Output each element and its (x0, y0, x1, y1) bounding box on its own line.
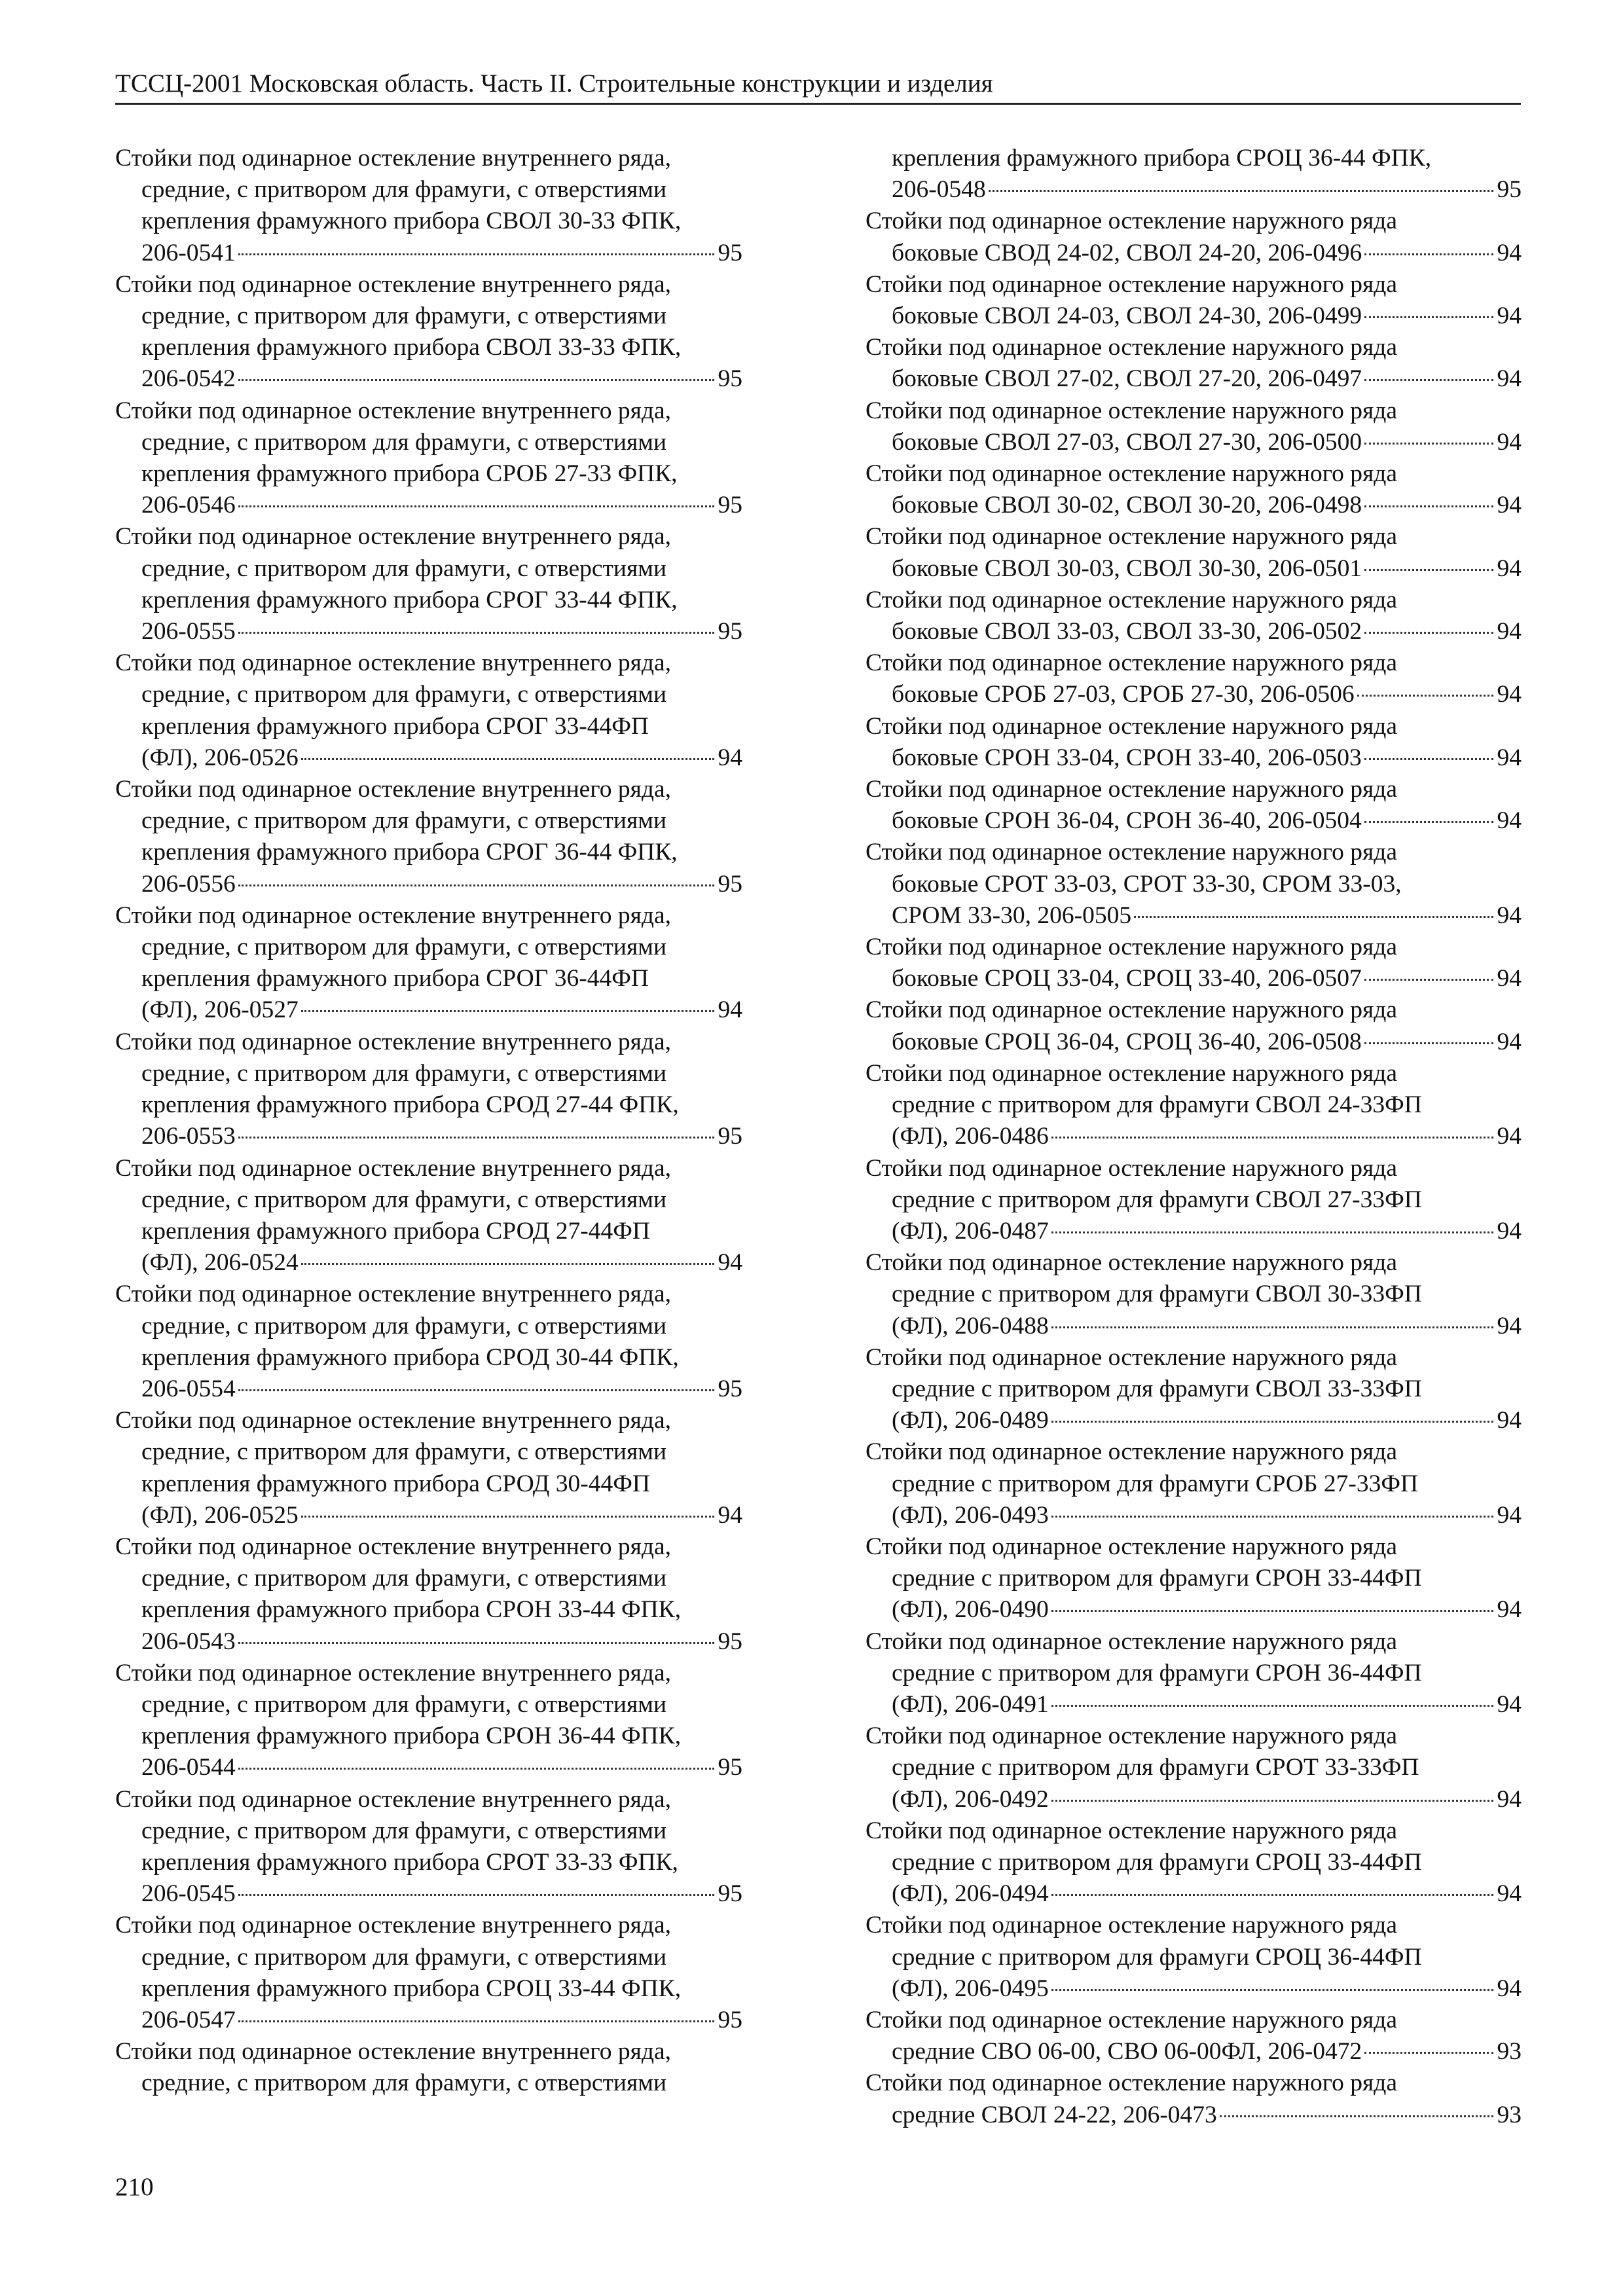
dot-leader (1364, 2052, 1493, 2054)
entry-leader-line (115, 238, 742, 269)
entry-leader-line (115, 2005, 742, 2036)
entry-leader-line (866, 427, 1522, 458)
entry-line: крепления фрамужного прибора СРОТ 33-33 ФПК, (141, 1848, 678, 1876)
index-entry (866, 2005, 1522, 2068)
entry-line: Стойки под одинарное остекление наружного ряда (866, 839, 1397, 866)
entry-leader-line (115, 994, 742, 1026)
entry-page-ref: 94 (718, 1249, 742, 1277)
entry-line: крепления фрамужного прибора СРОН 33-44 ФПК, (141, 1596, 682, 1624)
entry-leader-line (115, 1247, 742, 1279)
entry-code: (ФЛ), 206-0526 (141, 744, 299, 771)
dot-leader (1364, 758, 1493, 760)
dot-leader (1051, 1705, 1493, 1707)
entry-leader-line (115, 869, 742, 900)
entry-leader-line (115, 490, 742, 521)
dot-leader (238, 505, 714, 507)
running-header (115, 68, 1521, 105)
dot-leader (1051, 1326, 1493, 1328)
entry-leader-line (866, 963, 1522, 994)
entry-code: (ФЛ), 206-0489 (892, 1407, 1049, 1434)
entry-line: Стойки под одинарное остекление внутреннего ряда, (115, 397, 671, 424)
entry-line: средние, с притвором для фрамуги, с отверстиями (141, 1059, 667, 1087)
index-entry (866, 1247, 1522, 1342)
entry-line: средние с притвором для фрамуги СРОТ 33-33ФП (892, 1754, 1419, 1781)
entry-code: 206-0542 (141, 365, 236, 393)
dot-leader (1364, 632, 1493, 634)
entry-line: Стойки под одинарное остекление внутреннего ряда, (115, 523, 671, 551)
dot-leader (1051, 1516, 1493, 1518)
entry-line: Стойки под одинарное остекление наружного ряда (866, 1817, 1397, 1844)
entry-code: боковые СРОН 36-04, СРОН 36-40, 206-0504 (892, 807, 1362, 835)
entry-code: 206-0545 (141, 1880, 236, 1908)
dot-leader (238, 1389, 714, 1391)
entry-leader-line (866, 2100, 1522, 2131)
entry-code: 206-0544 (141, 1754, 236, 1781)
entry-page-ref: 94 (718, 1501, 742, 1529)
dot-leader (301, 1010, 714, 1012)
entry-page-ref: 94 (1497, 365, 1522, 393)
entry-line: Стойки под одинарное остекление внутреннего ряда, (115, 2038, 671, 2066)
entry-code: средние СВОЛ 24-22, 206-0473 (892, 2101, 1217, 2128)
entry-code: (ФЛ), 206-0524 (141, 1249, 299, 1277)
entry-line: Стойки под одинарное остекление наружного ряда (866, 2069, 1397, 2097)
entry-page-ref: 94 (1497, 1785, 1522, 1813)
index-entry (866, 1058, 1522, 1153)
index-entry (866, 1910, 1522, 2005)
dot-leader (1051, 1421, 1493, 1423)
entry-page-ref: 94 (1497, 681, 1522, 708)
entry-leader-line (115, 1752, 742, 1783)
entry-line: средние с притвором для фрамуги СРОБ 27-33ФП (892, 1470, 1419, 1497)
entry-page-ref: 95 (718, 1880, 742, 1908)
dot-leader (1051, 1137, 1493, 1139)
entry-line: средние, с притвором для фрамуги, с отверстиями (141, 1186, 667, 1213)
index-entry (866, 837, 1522, 932)
entry-page-ref: 95 (718, 239, 742, 266)
entry-line: средние, с притвором для фрамуги, с отверстиями (141, 1690, 667, 1718)
entry-page-ref: 94 (1497, 1123, 1522, 1150)
entry-line: средние, с притвором для фрамуги, с отверстиями (141, 428, 667, 456)
entry-code: 206-0555 (141, 618, 236, 646)
entry-page-ref: 94 (1497, 807, 1522, 835)
entry-line: крепления фрамужного прибора СРОН 36-44 ФПК, (141, 1722, 682, 1750)
dot-leader (1364, 316, 1493, 318)
index-entry (866, 774, 1522, 837)
entry-line: Стойки под одинарное остекление наружного ряда (866, 649, 1397, 677)
dot-leader (238, 1894, 714, 1896)
entry-code: боковые СРОЦ 33-04, СРОЦ 33-40, 206-0507 (892, 965, 1362, 993)
entry-line: Стойки под одинарное остекление наружного ряда (866, 996, 1397, 1024)
entry-code: боковые СРОБ 27-03, СРОБ 27-30, 206-0506 (892, 681, 1355, 708)
entry-line: крепления фрамужного прибора СРОЦ 33-44 ФПК, (141, 1975, 682, 2002)
index-entry (115, 774, 742, 900)
index-entry (866, 143, 1522, 206)
index-entry (115, 269, 742, 395)
index-entry (866, 1531, 1522, 1626)
entry-code: 206-0547 (141, 2006, 236, 2033)
entry-code: боковые СВОЛ 27-03, СВОЛ 27-30, 206-0500 (892, 428, 1362, 456)
entry-page-ref: 95 (718, 1123, 742, 1150)
entry-leader-line (866, 363, 1522, 395)
entry-line: Стойки под одинарное остекление наружного ряда (866, 776, 1397, 803)
index-entry (866, 521, 1522, 584)
dot-leader (1364, 821, 1493, 823)
index-entry (866, 458, 1522, 521)
dot-leader (1051, 1894, 1493, 1896)
index-entry (866, 1342, 1522, 1437)
dot-leader (1051, 1800, 1493, 1802)
entry-line: Стойки под одинарное остекление внутреннего ряда, (115, 1281, 671, 1308)
index-entry (866, 1721, 1522, 1815)
entry-line: средние с притвором для фрамуги СРОН 33-44ФП (892, 1565, 1422, 1592)
dot-leader (238, 632, 714, 634)
entry-line: средние, с притвором для фрамуги, с отверстиями (141, 1817, 667, 1844)
index-entry (866, 269, 1522, 332)
entry-line: средние с притвором для фрамуги СВОЛ 24-33ФП (892, 1091, 1422, 1119)
dot-leader (301, 758, 714, 760)
entry-code: СРОМ 33-30, 206-0505 (892, 902, 1132, 929)
entry-line: средние, с притвором для фрамуги, с отверстиями (141, 681, 667, 708)
dot-leader (238, 2020, 714, 2022)
entry-leader-line (866, 616, 1522, 647)
index-entry (866, 711, 1522, 774)
index-entry (866, 647, 1522, 710)
entry-page-ref: 95 (718, 618, 742, 646)
entry-page-ref: 94 (1497, 1596, 1522, 1624)
dot-leader (1364, 505, 1493, 507)
entry-page-ref: 94 (1497, 744, 1522, 771)
entry-line: средние, с притвором для фрамуги, с отверстиями (141, 2069, 667, 2097)
entry-leader-line (866, 742, 1522, 774)
entry-leader-line (866, 238, 1522, 269)
entry-leader-line (866, 1311, 1522, 1342)
entry-line: средние, с притвором для фрамуги, с отверстиями (141, 302, 667, 330)
entry-page-ref: 94 (1497, 555, 1522, 582)
entry-line: средние с притвором для фрамуги СРОЦ 33-44ФП (892, 1848, 1422, 1876)
entry-line: Стойки под одинарное остекление наружного ряда (866, 460, 1397, 488)
entry-code: боковые СВОЛ 33-03, СВОЛ 33-30, 206-0502 (892, 618, 1362, 646)
entry-leader-line (866, 900, 1522, 932)
entry-leader-line (866, 1121, 1522, 1152)
entry-leader-line (866, 1500, 1522, 1531)
index-entry (115, 1910, 742, 2036)
entry-line: средние с притвором для фрамуги СВОЛ 27-33ФП (892, 1186, 1422, 1213)
entry-page-ref: 94 (1497, 428, 1522, 456)
entry-page-ref: 94 (1497, 1880, 1522, 1908)
entry-line: Стойки под одинарное остекление наружного ряда (866, 1628, 1397, 1655)
entry-leader-line (115, 1626, 742, 1658)
entry-line: Стойки под одинарное остекление внутреннего ряда, (115, 649, 671, 677)
entry-line: Стойки под одинарное остекление внутреннего ряда, (115, 902, 671, 929)
entry-code: (ФЛ), 206-0525 (141, 1501, 299, 1529)
entry-line: средние с притвором для фрамуги СРОЦ 36-44ФП (892, 1943, 1422, 1971)
index-entry (866, 585, 1522, 647)
entry-line: Стойки под одинарное остекление внутреннего ряда, (115, 1407, 671, 1434)
index-entry (115, 1405, 742, 1531)
entry-leader-line (866, 2036, 1522, 2068)
dot-leader (238, 1642, 714, 1644)
entry-line: средние, с притвором для фрамуги, с отверстиями (141, 1565, 667, 1592)
entry-line: Стойки под одинарное остекление внутреннего ряда, (115, 270, 671, 298)
index-entry (115, 143, 742, 269)
entry-line: Стойки под одинарное остекление внутреннего ряда, (115, 1533, 671, 1560)
entry-line: Стойки под одинарное остекление внутреннего ряда, (115, 1659, 671, 1686)
index-entry (115, 1279, 742, 1405)
entry-line: Стойки под одинарное остекление наружного ряда (866, 1249, 1397, 1277)
index-entry (866, 206, 1522, 268)
entry-code: боковые СВОЛ 30-02, СВОЛ 30-20, 206-0498 (892, 492, 1362, 519)
entry-leader-line (115, 1374, 742, 1405)
entry-page-ref: 94 (718, 996, 742, 1024)
index-entry (866, 1626, 1522, 1721)
index-entry (115, 1153, 742, 1279)
entry-page-ref: 94 (1497, 1028, 1522, 1055)
entry-page-ref: 95 (718, 1754, 742, 1781)
dot-leader (1364, 379, 1493, 381)
dot-leader (1051, 1231, 1493, 1233)
entry-line: Стойки под одинарное остекление внутреннего ряда, (115, 1154, 671, 1182)
entry-page-ref: 95 (718, 1375, 742, 1402)
entry-line: Стойки под одинарное остекление внутреннего ряда, (115, 776, 671, 803)
entry-code: (ФЛ), 206-0490 (892, 1596, 1049, 1624)
entry-code: средние СВО 06-00, СВО 06-00ФЛ, 206-0472 (892, 2038, 1362, 2066)
index-entry (115, 1784, 742, 1910)
entry-line: Стойки под одинарное остекление наружного ряда (866, 208, 1397, 235)
index-entry (866, 1436, 1522, 1531)
index-entry (866, 932, 1522, 994)
entry-code: 206-0546 (141, 492, 236, 519)
dot-leader (1364, 569, 1493, 571)
entry-page-ref: 95 (718, 870, 742, 898)
index-column-left (115, 143, 742, 2100)
entry-page-ref: 94 (1497, 302, 1522, 330)
entry-leader-line (115, 363, 742, 395)
entry-line: Стойки под одинарное остекление наружного ряда (866, 270, 1397, 298)
entry-page-ref: 94 (718, 744, 742, 771)
entry-line: Стойки под одинарное остекление наружного ряда (866, 1438, 1397, 1466)
entry-code: боковые СРОЦ 36-04, СРОЦ 36-40, 206-0508 (892, 1028, 1362, 1055)
entry-line: крепления фрамужного прибора СВОЛ 30-33 ФПК, (141, 208, 682, 235)
entry-code: 206-0554 (141, 1375, 236, 1402)
entry-page-ref: 94 (1497, 965, 1522, 993)
index-entry (866, 332, 1522, 395)
dot-leader (238, 379, 714, 381)
index-entry (866, 1815, 1522, 1910)
entry-leader-line (115, 616, 742, 647)
entry-page-ref: 94 (1497, 1690, 1522, 1718)
entry-leader-line (866, 1973, 1522, 2005)
entry-leader-line (115, 1878, 742, 1910)
entry-code: боковые СВОД 24-02, СВОЛ 24-20, 206-0496 (892, 239, 1362, 266)
entry-code: боковые СВОЛ 30-03, СВОЛ 30-30, 206-0501 (892, 555, 1362, 582)
entry-line: Стойки под одинарное остекление наружного ряда (866, 934, 1397, 961)
entry-code: 206-0543 (141, 1628, 236, 1655)
entry-line: Стойки под одинарное остекление наружного ряда (866, 1912, 1397, 1939)
entry-line: Стойки под одинарное остекление наружного ряда (866, 334, 1397, 361)
entry-page-ref: 94 (1497, 1312, 1522, 1339)
entry-line: Стойки под одинарное остекление наружного ряда (866, 1059, 1397, 1087)
entry-line: крепления фрамужного прибора СВОЛ 33-33 ФПК, (141, 334, 682, 361)
entry-leader-line (866, 490, 1522, 521)
dot-leader (1357, 695, 1493, 697)
page-number: 210 (115, 2173, 154, 2201)
index-entry (866, 2068, 1522, 2130)
entry-page-ref: 94 (1497, 492, 1522, 519)
index-entry (115, 1027, 742, 1153)
entry-line: Стойки под одинарное остекление наружного ряда (866, 1533, 1397, 1560)
entry-code: боковые СВОЛ 24-03, СВОЛ 24-30, 206-0499 (892, 302, 1362, 330)
entry-page-ref: 94 (1497, 1501, 1522, 1529)
index-column-right (866, 143, 1522, 2131)
entry-code: боковые СВОЛ 27-02, СВОЛ 27-20, 206-0497 (892, 365, 1362, 393)
entry-line: Стойки под одинарное остекление внутреннего ряда, (115, 1912, 671, 1939)
index-entry (115, 395, 742, 522)
entry-code: боковые СРОН 33-04, СРОН 33-40, 206-0503 (892, 744, 1362, 771)
dot-leader (989, 190, 1493, 192)
entry-leader-line (866, 1405, 1522, 1436)
entry-line: Стойки под одинарное остекление внутреннего ряда, (115, 1785, 671, 1813)
dot-leader (1134, 916, 1493, 918)
entry-code: (ФЛ), 206-0495 (892, 1975, 1049, 2002)
dot-leader (1364, 1042, 1493, 1044)
entry-page-ref: 95 (718, 1628, 742, 1655)
entry-line: Стойки под одинарное остекление наружного ряда (866, 1722, 1397, 1750)
dot-leader (1220, 2115, 1493, 2117)
entry-line: крепления фрамужного прибора СРОГ 33-44 ФПК, (141, 586, 678, 613)
index-entry (115, 521, 742, 647)
entry-line: средние, с притвором для фрамуги, с отверстиями (141, 1438, 667, 1466)
entry-leader-line (866, 1594, 1522, 1626)
entry-page-ref: 94 (1497, 1407, 1522, 1434)
header-title: ТССЦ-2001 Московская область. Часть II. Строительные конструкции и изделия (115, 69, 993, 98)
dot-leader (1051, 1610, 1493, 1612)
entry-leader-line (866, 301, 1522, 332)
dot-leader (1364, 979, 1493, 981)
entry-line: средние, с притвором для фрамуги, с отверстиями (141, 1312, 667, 1339)
entry-leader-line (866, 1027, 1522, 1058)
entry-leader-line (866, 1689, 1522, 1721)
entry-code: (ФЛ), 206-0493 (892, 1501, 1049, 1529)
entry-line: средние, с притвором для фрамуги, с отверстиями (141, 176, 667, 204)
entry-code: (ФЛ), 206-0527 (141, 996, 299, 1024)
entry-code: 206-0556 (141, 870, 236, 898)
entry-code: 206-0553 (141, 1123, 236, 1150)
entry-line: Стойки под одинарное остекление наружного ряда (866, 1154, 1397, 1182)
index-entry (115, 2036, 742, 2099)
entry-page-ref: 94 (1497, 618, 1522, 646)
entry-line: крепления фрамужного прибора СРОГ 33-44ФП (141, 712, 649, 740)
dot-leader (238, 253, 714, 255)
entry-line: средние, с притвором для фрамуги, с отверстиями (141, 934, 667, 961)
entry-code: (ФЛ), 206-0487 (892, 1217, 1049, 1245)
dot-leader (238, 884, 714, 886)
entry-line: крепления фрамужного прибора СРОД 27-44 ФПК, (141, 1091, 679, 1119)
entry-line: крепления фрамужного прибора СРОД 30-44 ФПК, (141, 1343, 679, 1371)
entry-line: Стойки под одинарное остекление внутреннего ряда, (115, 1028, 671, 1055)
entry-code: (ФЛ), 206-0488 (892, 1312, 1049, 1339)
dot-leader (1364, 443, 1493, 445)
entry-line: крепления фрамужного прибора СРОЦ 36-44 ФПК, (892, 145, 1432, 172)
entry-line: Стойки под одинарное остекление внутреннего ряда, (115, 145, 671, 172)
entry-code: (ФЛ), 206-0492 (892, 1785, 1049, 1813)
entry-line: боковые СРОТ 33-03, СРОТ 33-30, СРОМ 33-03, (892, 870, 1402, 898)
entry-line: крепления фрамужного прибора СРОГ 36-44 ФПК, (141, 839, 678, 866)
entry-line: средние, с притвором для фрамуги, с отверстиями (141, 1943, 667, 1971)
dot-leader (301, 1263, 714, 1265)
entry-page-ref: 95 (1497, 176, 1522, 204)
dot-leader (238, 1768, 714, 1770)
entry-leader-line (115, 1121, 742, 1152)
dot-leader (301, 1516, 714, 1518)
entry-page-ref: 93 (1497, 2038, 1522, 2066)
index-entry (866, 1153, 1522, 1248)
entry-page-ref: 94 (1497, 239, 1522, 266)
entry-code: (ФЛ), 206-0494 (892, 1880, 1049, 1908)
entry-code: 206-0548 (892, 176, 986, 204)
entry-line: Стойки под одинарное остекление наружного ряда (866, 586, 1397, 613)
index-entry (866, 994, 1522, 1057)
entry-code: 206-0541 (141, 239, 236, 266)
entry-line: крепления фрамужного прибора СРОД 30-44ФП (141, 1470, 650, 1497)
entry-leader-line (115, 742, 742, 774)
entry-leader-line (115, 1500, 742, 1531)
entry-leader-line (866, 553, 1522, 585)
entry-page-ref: 93 (1497, 2101, 1522, 2128)
entry-page-ref: 95 (718, 492, 742, 519)
entry-line: крепления фрамужного прибора СРОД 27-44ФП (141, 1217, 650, 1245)
entry-page-ref: 95 (718, 365, 742, 393)
entry-line: Стойки под одинарное остекление наружного ряда (866, 1343, 1397, 1371)
index-entry (115, 900, 742, 1027)
entry-line: средние с притвором для фрамуги СРОН 36-44ФП (892, 1659, 1422, 1686)
dot-leader (1051, 1989, 1493, 1991)
index-entry (115, 647, 742, 774)
entry-code: (ФЛ), 206-0486 (892, 1123, 1049, 1150)
index-entry (866, 395, 1522, 458)
entry-line: средние, с притвором для фрамуги, с отверстиями (141, 807, 667, 835)
dot-leader (1364, 253, 1493, 255)
entry-line: Стойки под одинарное остекление наружного ряда (866, 2006, 1397, 2033)
entry-leader-line (866, 679, 1522, 710)
entry-leader-line (866, 805, 1522, 837)
entry-line: Стойки под одинарное остекление наружного ряда (866, 523, 1397, 551)
index-entry (115, 1531, 742, 1658)
entry-leader-line (866, 1216, 1522, 1247)
entry-page-ref: 94 (1497, 1975, 1522, 2002)
entry-line: средние с притвором для фрамуги СВОЛ 33-33ФП (892, 1375, 1422, 1402)
entry-leader-line (866, 174, 1522, 206)
entry-leader-line (866, 1878, 1522, 1910)
index-entry (115, 1658, 742, 1784)
entry-code: (ФЛ), 206-0491 (892, 1690, 1049, 1718)
entry-leader-line (866, 1784, 1522, 1815)
entry-line: Стойки под одинарное остекление наружного ряда (866, 712, 1397, 740)
entry-line: крепления фрамужного прибора СРОБ 27-33 ФПК, (141, 460, 678, 488)
entry-line: средние с притвором для фрамуги СВОЛ 30-33ФП (892, 1281, 1422, 1308)
entry-page-ref: 95 (718, 2006, 742, 2033)
entry-page-ref: 94 (1497, 1217, 1522, 1245)
entry-line: крепления фрамужного прибора СРОГ 36-44ФП (141, 965, 649, 993)
entry-line: средние, с притвором для фрамуги, с отверстиями (141, 555, 667, 582)
entry-page-ref: 94 (1497, 902, 1522, 929)
entry-line: Стойки под одинарное остекление наружного ряда (866, 397, 1397, 424)
dot-leader (238, 1137, 714, 1139)
